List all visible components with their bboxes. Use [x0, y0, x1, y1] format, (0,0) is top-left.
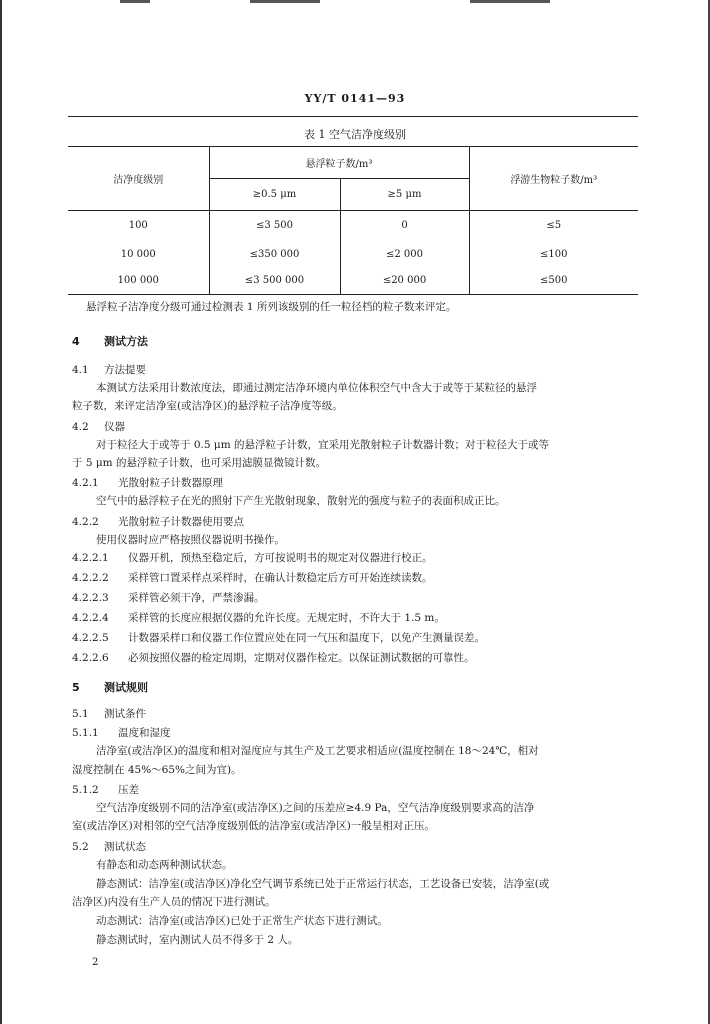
document-header: YY/T 0141—93 — [304, 92, 406, 105]
list-item: 4.2.2.5 计数器采样口和仪器工作位置应处在同一气压和温度下，以免产生测量误差。 — [72, 632, 485, 644]
table-row: 10 000 ≤350 000 ≤2 000 ≤100 — [68, 241, 638, 268]
paragraph: 空气中的悬浮粒子在光的照射下产生光散射现象，散射光的强度与粒子的表面积成正比。 — [96, 495, 506, 507]
paragraph: 湿度控制在 45%～65%之间为宜)。 — [72, 764, 242, 776]
header-microbes: 浮游生物粒子数/m³ — [469, 147, 638, 211]
list-item: 4.2.2.3 采样管必须干净，严禁渗漏。 — [72, 592, 265, 604]
paragraph: 本测试方法采用计数浓度法，即通过测定洁净环境内单位体积空气中含大于或等于某粒径的悬浮 — [96, 382, 537, 394]
section-heading: 5 测试规则 — [72, 681, 148, 694]
cleanliness-table — [68, 146, 638, 295]
paragraph: 有静态和动态两种测试状态。 — [96, 859, 233, 871]
table-row: 100 000 ≤3 500 000 ≤20 000 ≤500 — [68, 268, 638, 295]
header-rule — [68, 116, 638, 117]
paragraph: 悬浮粒子洁净度分级可通过检测表 1 所列该级别的任一粒径档的粒子数来评定。 — [86, 301, 457, 313]
scan-edge-left — [0, 0, 2, 1024]
scan-artifact — [470, 0, 550, 3]
paragraph: 静态测试：洁净室(或洁净区)净化空气调节系统已处于正常运行状态，工艺设备已安装，洁净室(或 — [96, 878, 550, 890]
header-5um: ≥5 μm — [340, 179, 469, 211]
table-row: 100 ≤3 500 0 ≤5 — [68, 211, 638, 241]
table-caption: 表 1 空气洁净度级别 — [304, 128, 406, 141]
list-item: 4.2.2.1 仪器开机，预热至稳定后，方可按说明书的规定对仪器进行校正。 — [72, 552, 433, 564]
paragraph: 室(或洁净区)对相邻的空气洁净度级别低的洁净室(或洁净区)一般呈相对正压。 — [72, 820, 435, 832]
paragraph: 洁净室(或洁净区)的温度和相对湿度应与其生产及工艺要求相适应(温度控制在 18～24℃，相对 — [96, 745, 539, 757]
list-item: 4.2.2.4 采样管的长度应根据仪器的允许长度。无规定时，不许大于 1.5 m。 — [72, 612, 445, 624]
subsection-heading: 5.2 测试状态 — [72, 841, 146, 853]
paragraph: 空气洁净度级别不同的洁净室(或洁净区)之间的压差应≥4.9 Pa，空气洁净度级别要求高的洁净 — [96, 802, 535, 814]
subsection-heading: 4.2 仪器 — [72, 421, 125, 433]
paragraph: 于 5 μm 的悬浮粒子计数，也可采用滤膜显微镜计数。 — [72, 457, 326, 469]
header-particles: 悬浮粒子数/m³ — [209, 147, 469, 179]
header-05um: ≥0.5 μm — [209, 179, 340, 211]
page-number: 2 — [92, 957, 99, 968]
paragraph: 对于粒径大于或等于 0.5 μm 的悬浮粒子计数，宜采用光散射粒子计数器计数；对于粒径大于或等 — [96, 439, 549, 451]
list-item: 4.2.2.6 必须按照仪器的检定周期，定期对仪器作检定。以保证测试数据的可靠性。 — [72, 652, 475, 664]
subsection-heading: 5.1.1 温度和湿度 — [72, 727, 171, 739]
subsection-heading: 4.2.2 光散射粒子计数器使用要点 — [72, 516, 244, 528]
subsection-heading: 4.1 方法提要 — [72, 364, 146, 376]
header-class: 洁净度级别 — [68, 147, 209, 211]
subsection-heading: 5.1 测试条件 — [72, 708, 146, 720]
section-heading: 4 测试方法 — [72, 335, 148, 348]
paragraph: 静态测试时，室内测试人员不得多于 2 人。 — [96, 934, 299, 946]
paragraph: 使用仪器时应严格按照仪器说明书操作。 — [96, 534, 285, 546]
paragraph: 粒子数，来评定洁净室(或洁净区)的悬浮粒子洁净度等级。 — [72, 400, 343, 412]
paragraph: 动态测试：洁净室(或洁净区)已处于正常生产状态下进行测试。 — [96, 915, 388, 927]
subsection-heading: 5.1.2 压差 — [72, 784, 139, 796]
scan-artifact — [120, 0, 150, 3]
paragraph: 洁净区)内没有生产人员的情况下进行测试。 — [72, 896, 276, 908]
subsection-heading: 4.2.1 光散射粒子计数器原理 — [72, 477, 223, 489]
scan-artifact — [250, 0, 320, 3]
list-item: 4.2.2.2 采样管口置采样点采样时，在确认计数稳定后方可开始连续读数。 — [72, 572, 433, 584]
